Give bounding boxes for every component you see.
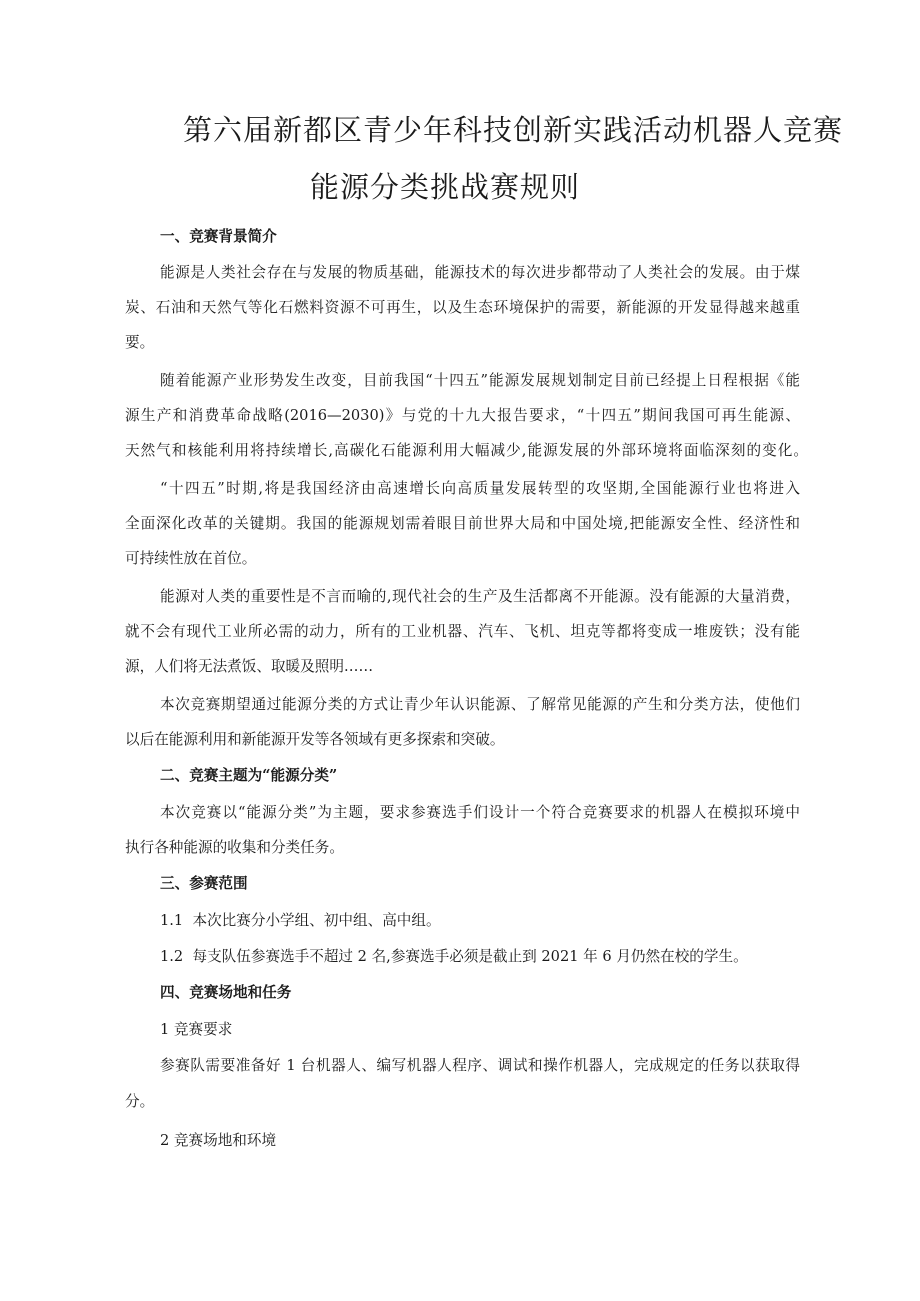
section-heading-scope: 三、参赛范围 (160, 875, 248, 892)
list-item: 1.2 每支队伍参赛选手不超过 2 名,参赛选手必须是截止到 2021 年 6 月仍然在校的学生。 (160, 948, 748, 965)
document-subtitle: 能源分类挑战赛规则 (310, 170, 581, 204)
section-heading-theme: 二、竞赛主题为“能源分类” (160, 767, 338, 784)
paragraph-line: 本次竞赛期望通过能源分类的方式让青少年认识能源、了解常见能源的产生和分类方法，使他们 (160, 696, 800, 713)
list-item: 1.1 本次比赛分小学组、初中组、高中组。 (160, 912, 441, 929)
paragraph-line: 全面深化改革的关键期。我国的能源规划需着眼目前世界大局和中国处境,把能源安全性、经济性和 (125, 515, 800, 532)
paragraph-line: 天然气和核能利用将持续增长,高碳化石能源利用大幅减少,能源发展的外部环境将面临深刻的变化。 (125, 442, 808, 459)
section-heading-background: 一、竞赛背景简介 (160, 228, 277, 245)
paragraph-line: 随着能源产业形势发生改变，目前我国“十四五”能源发展规划制定目前已经提上日程根据《能 (160, 372, 800, 389)
paragraph-line: 分。 (125, 1093, 155, 1110)
paragraph-line: 源，人们将无法煮饭、取暖及照明…… (125, 658, 374, 675)
section-heading-venue: 四、竞赛场地和任务 (160, 984, 292, 1001)
paragraph-line: 源生产和消费革命战略(2016—2030)》与党的十九大报告要求，“十四五”期间我国可再生能源、 (125, 407, 800, 424)
paragraph-line: 以后在能源利用和新能源开发等各领域有更多探索和突破。 (125, 731, 505, 748)
paragraph-line: 能源对人类的重要性是不言而喻的,现代社会的生产及生活都离不开能源。没有能源的大量消费， (160, 588, 800, 605)
paragraph-line: 要。 (125, 334, 155, 351)
paragraph-line: 能源是人类社会存在与发展的物质基础，能源技术的每次进步都带动了人类社会的发展。由于煤 (160, 264, 800, 281)
paragraph-line: 执行各种能源的收集和分类任务。 (125, 839, 344, 856)
paragraph-line: 炭、石油和天然气等化石燃料资源不可再生，以及生态环境保护的需要，新能源的开发显得越来越重 (125, 299, 800, 316)
subsection-heading: 2 竞赛场地和环境 (160, 1132, 277, 1149)
document-title: 第六届新都区青少年科技创新实践活动机器人竞赛 (183, 113, 844, 147)
paragraph-line: 参赛队需要准备好 1 台机器人、编写机器人程序、调试和操作机器人，完成规定的任务以获取得 (160, 1057, 800, 1074)
paragraph-line: 本次竞赛以“能源分类”为主题，要求参赛选手们设计一个符合竞赛要求的机器人在模拟环境中 (160, 804, 800, 821)
paragraph-line: 可持续性放在首位。 (125, 550, 257, 567)
paragraph-line: 就不会有现代工业所必需的动力，所有的工业机器、汽车、飞机、坦克等都将变成一堆废铁；没有能 (125, 623, 800, 640)
subsection-heading: 1 竞赛要求 (160, 1021, 233, 1038)
paragraph-line: “十四五”时期,将是我国经济由高速增长向高质量发展转型的攻坚期,全国能源行业也将进入 (160, 480, 800, 497)
